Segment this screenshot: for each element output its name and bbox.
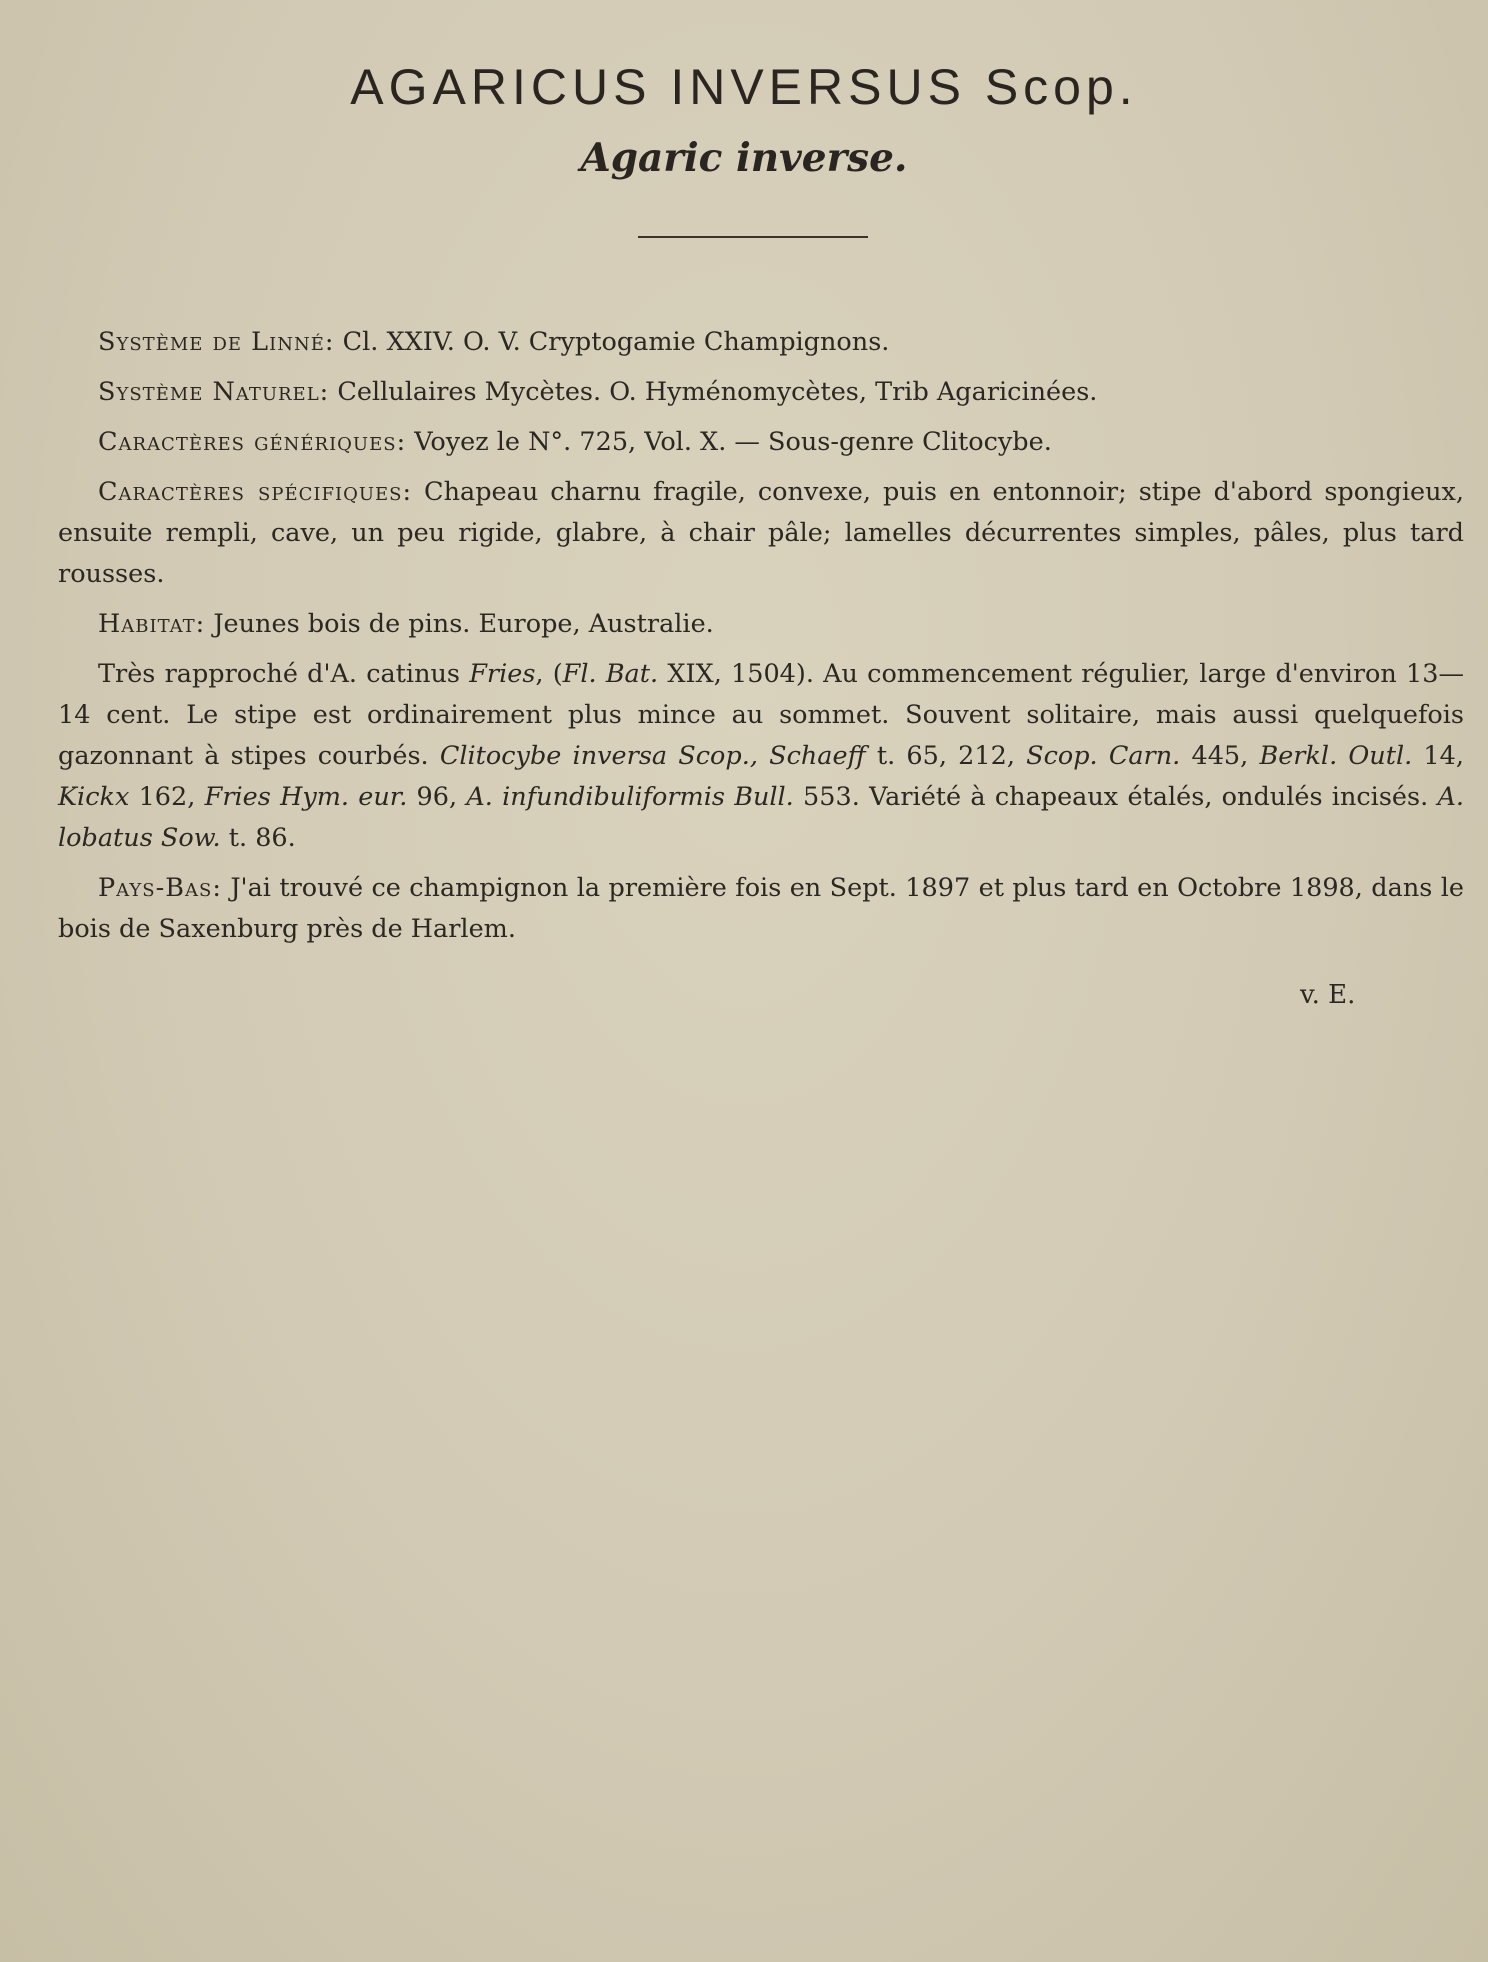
- desc-text: 445,: [1180, 741, 1260, 771]
- desc-citation: Scop. Carn.: [1026, 741, 1181, 771]
- habitat-label: Habitat:: [98, 609, 206, 639]
- desc-citation: Kickx: [58, 782, 130, 812]
- habitat-text: Jeunes bois de pins. Europe, Australie.: [205, 609, 714, 639]
- linne-label: Système de Linné:: [98, 327, 335, 357]
- desc-text: 162,: [129, 782, 205, 812]
- generiques-text: Voyez le N°. 725, Vol. X. — Sous-genre Clitocybe.: [406, 427, 1052, 457]
- paysbas-text: J'ai trouvé ce champignon la première fois en Sept. 1897 et plus tard en Octobre 1898, dans le bois de Saxenburg près de Harlem.: [58, 873, 1464, 944]
- desc-citation: Fries Hym. eur.: [204, 782, 408, 812]
- desc-citation: A. infundibuliformis Bull.: [466, 782, 794, 812]
- naturel-text: Cellulaires Mycètes. O. Hyménomycètes, Trib Agaricinées.: [329, 377, 1098, 407]
- habitat-paragraph: [58, 604, 1464, 645]
- desc-citation: Clitocybe inversa Scop., Schaeff: [439, 741, 866, 771]
- desc-text: 553. Variété à chapeaux étalés, ondulés incisés.: [793, 782, 1438, 812]
- desc-text: t. 86.: [220, 823, 296, 853]
- naturel-paragraph: [58, 372, 1464, 413]
- desc-text: Très rapproché d'A. catinus: [98, 659, 470, 689]
- specifiques-label: Caractères spécifiques:: [98, 477, 413, 507]
- desc-text: t. 65, 212,: [865, 741, 1027, 771]
- naturel-label: Système Naturel:: [98, 377, 330, 407]
- desc-citation: Fries: [469, 659, 536, 689]
- desc-text: , (: [535, 659, 563, 689]
- generiques-label: Caractères génériques:: [98, 427, 407, 457]
- species-title: AGARICUS INVERSUS Scop.: [350, 59, 1138, 115]
- common-name-subtitle: Agaric inverse.: [580, 135, 908, 181]
- specifiques-paragraph: [58, 472, 1464, 595]
- title-divider: [638, 236, 868, 238]
- desc-citation: A. lobatus Sow.: [58, 782, 1464, 853]
- desc-citation: Berkl. Outl.: [1259, 741, 1413, 771]
- paysbas-label: Pays-Bas:: [98, 873, 222, 903]
- specifiques-text: Chapeau charnu fragile, convexe, puis en entonnoir; stipe d'abord spongieux, ensuite rempli, cave, un peu rigide, glabre, à chair pâle; lamelles décurrentes simples, pâles, plus tard rousses.: [58, 477, 1464, 589]
- author-signature: v. E.: [1300, 980, 1356, 1010]
- linne-text: Cl. XXIV. O. V. Cryptogamie Champignons.: [334, 327, 890, 357]
- description-body: [58, 322, 1464, 959]
- generiques-paragraph: [58, 422, 1464, 463]
- desc-text: 14,: [1412, 741, 1464, 771]
- paysbas-paragraph: [58, 868, 1464, 950]
- desc-citation: Fl. Bat.: [562, 659, 659, 689]
- desc-text: XIX, 1504). Au commencement régulier, large d'environ 13—14 cent. Le stipe est ordinairement plus mince au sommet. Souvent solitaire, mais aussi quelquefois gazonnant à stipes courbés.: [58, 659, 1464, 771]
- description-paragraph: [58, 654, 1464, 859]
- linne-paragraph: [58, 322, 1464, 363]
- desc-text: 96,: [407, 782, 467, 812]
